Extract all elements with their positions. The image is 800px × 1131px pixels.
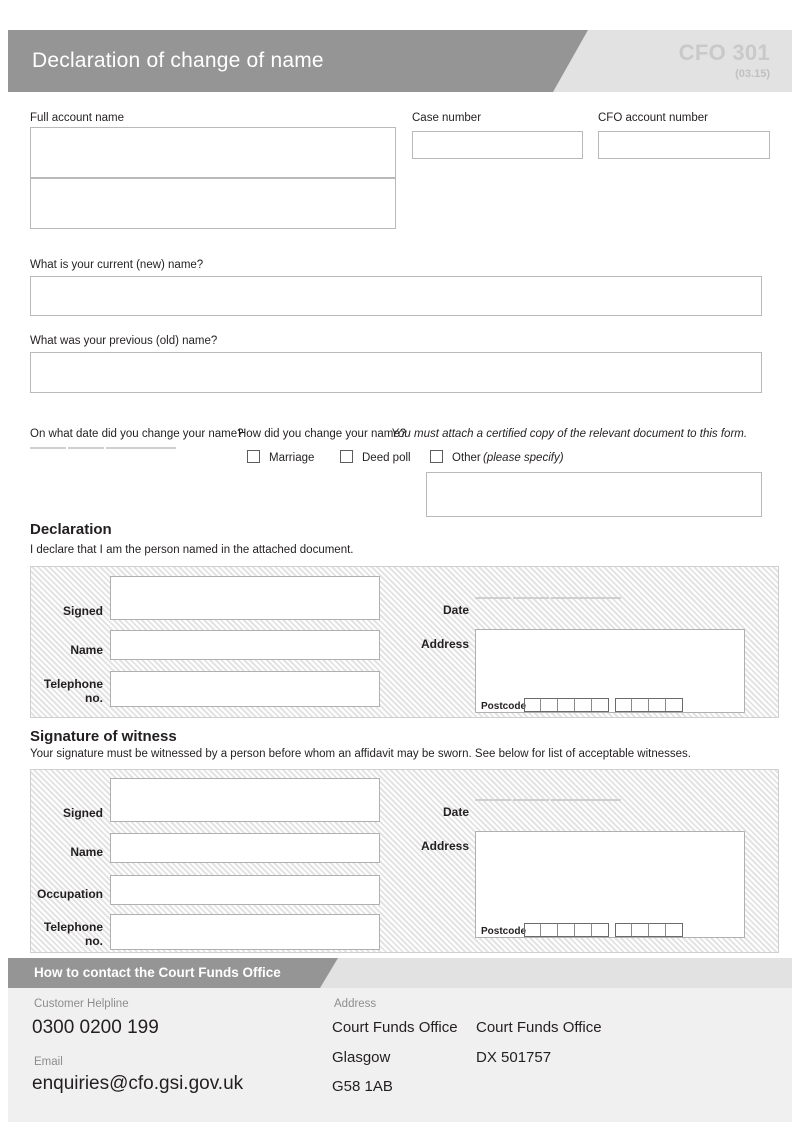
checkbox-marriage[interactable]	[247, 450, 260, 463]
date-month-group[interactable]	[68, 447, 104, 449]
postcode-cell[interactable]	[615, 698, 632, 711]
form-code: CFO 301	[678, 40, 770, 65]
postcode-cell[interactable]	[524, 698, 541, 711]
postcode-cell[interactable]	[524, 923, 541, 936]
checkbox-marriage-label: Marriage	[269, 452, 315, 464]
date-year-group[interactable]	[551, 799, 621, 801]
form-version: (03.15)	[735, 68, 770, 80]
witness-telephone-input[interactable]	[110, 914, 380, 950]
case-number-input[interactable]	[412, 131, 583, 159]
previous-name-label: What was your previous (old) name?	[30, 335, 218, 347]
postcode-cell[interactable]	[592, 698, 609, 711]
address-col2-line1: Court Funds Office	[476, 1019, 602, 1036]
witness-date-label: Date	[442, 805, 469, 819]
postcode-outward-group[interactable]	[524, 698, 609, 712]
witness-name-input[interactable]	[110, 833, 380, 863]
address-col1-line3: G58 1AB	[332, 1078, 393, 1095]
checkbox-deed-poll[interactable]	[340, 450, 353, 463]
postcode-cell[interactable]	[649, 698, 666, 711]
postcode-inward-group[interactable]	[615, 698, 683, 712]
current-name-label: What is your current (new) name?	[30, 259, 204, 271]
postcode-cell[interactable]	[666, 923, 683, 936]
footer-title: How to contact the Court Funds Office	[34, 965, 281, 980]
email-value[interactable]: enquiries@cfo.gsi.gov.uk	[32, 1073, 244, 1094]
declaration-postcode-input[interactable]	[524, 698, 689, 712]
address-col1-line2: Glasgow	[332, 1049, 391, 1066]
date-month-group[interactable]	[513, 799, 549, 801]
address-label: Address	[334, 998, 377, 1010]
page-title: Declaration of change of name	[32, 49, 324, 72]
helpline-label: Customer Helpline	[34, 998, 129, 1010]
checkbox-deed-poll-label: Deed poll	[362, 452, 411, 464]
witness-postcode-label: Postcode	[481, 926, 527, 937]
postcode-inward-group[interactable]	[615, 923, 683, 937]
checkbox-other-label: Other	[452, 452, 481, 464]
postcode-cell[interactable]	[575, 698, 592, 711]
declaration-name-label: Name	[70, 643, 103, 657]
declaration-signed-label: Signed	[62, 604, 103, 618]
postcode-cell[interactable]	[541, 923, 558, 936]
postcode-cell[interactable]	[592, 923, 609, 936]
change-method-label: How did you change your name?	[238, 428, 407, 440]
postcode-cell[interactable]	[632, 698, 649, 711]
change-date-label: On what date did you change your name?	[30, 428, 244, 440]
declaration-telephone-input[interactable]	[110, 671, 380, 707]
checkbox-other-note: (please specify)	[483, 452, 564, 464]
declaration-address-label: Address	[420, 637, 469, 651]
current-name-input[interactable]	[30, 276, 762, 316]
full-account-name-input-line2[interactable]	[30, 178, 396, 229]
postcode-cell[interactable]	[615, 923, 632, 936]
witness-signed-label: Signed	[62, 806, 103, 820]
witness-postcode-input[interactable]	[524, 923, 689, 937]
date-day-group[interactable]	[475, 597, 511, 599]
witness-occupation-label: Occupation	[36, 887, 103, 901]
full-account-name-label: Full account name	[30, 112, 124, 124]
declaration-signed-input[interactable]	[110, 576, 380, 620]
address-col2-line2: DX 501757	[476, 1049, 552, 1066]
email-label: Email	[34, 1056, 63, 1068]
change-method-note: You must attach a certified copy of the relevant document to this form.	[391, 428, 748, 440]
postcode-outward-group[interactable]	[524, 923, 609, 937]
date-year-group[interactable]	[106, 447, 176, 449]
cfo-account-number-input[interactable]	[598, 131, 770, 159]
witness-telephone-label: Telephone no.	[43, 920, 103, 948]
witness-name-label: Name	[70, 845, 103, 859]
declaration-date-input[interactable]	[475, 597, 621, 599]
declaration-panel	[30, 566, 779, 718]
footer-bar	[8, 958, 792, 988]
postcode-cell[interactable]	[632, 923, 649, 936]
witness-signed-input[interactable]	[110, 778, 380, 822]
date-year-group[interactable]	[551, 597, 621, 599]
address-col1-line1: Court Funds Office	[332, 1019, 458, 1036]
witness-address-input[interactable]	[475, 831, 745, 938]
postcode-cell[interactable]	[649, 923, 666, 936]
postcode-cell[interactable]	[575, 923, 592, 936]
date-month-group[interactable]	[513, 597, 549, 599]
witness-occupation-input[interactable]	[110, 875, 380, 905]
declaration-heading: Declaration	[30, 521, 112, 538]
postcode-cell[interactable]	[541, 698, 558, 711]
date-day-group[interactable]	[475, 799, 511, 801]
case-number-label: Case number	[412, 112, 482, 124]
declaration-postcode-label: Postcode	[481, 701, 527, 712]
other-specify-input[interactable]	[426, 472, 762, 517]
declaration-statement: I declare that I am the person named in the attached document.	[30, 544, 354, 556]
witness-panel	[30, 769, 779, 953]
declaration-telephone-label: Telephone no.	[43, 677, 103, 705]
change-date-input[interactable]	[30, 447, 176, 449]
cfo-account-number-label: CFO account number	[598, 112, 708, 124]
postcode-cell[interactable]	[666, 698, 683, 711]
date-day-group[interactable]	[30, 447, 66, 449]
witness-statement: Your signature must be witnessed by a person before whom an affidavit may be sworn. See below for list of acceptable witnesses.	[30, 748, 691, 760]
witness-date-input[interactable]	[475, 799, 621, 801]
declaration-name-input[interactable]	[110, 630, 380, 660]
postcode-cell[interactable]	[558, 923, 575, 936]
witness-address-label: Address	[420, 839, 469, 853]
postcode-cell[interactable]	[558, 698, 575, 711]
full-account-name-input-line1[interactable]	[30, 127, 396, 178]
witness-heading: Signature of witness	[30, 728, 177, 745]
previous-name-input[interactable]	[30, 352, 762, 393]
helpline-value: 0300 0200 199	[32, 1017, 159, 1038]
checkbox-other[interactable]	[430, 450, 443, 463]
form-header	[8, 30, 792, 92]
declaration-date-label: Date	[442, 603, 469, 617]
